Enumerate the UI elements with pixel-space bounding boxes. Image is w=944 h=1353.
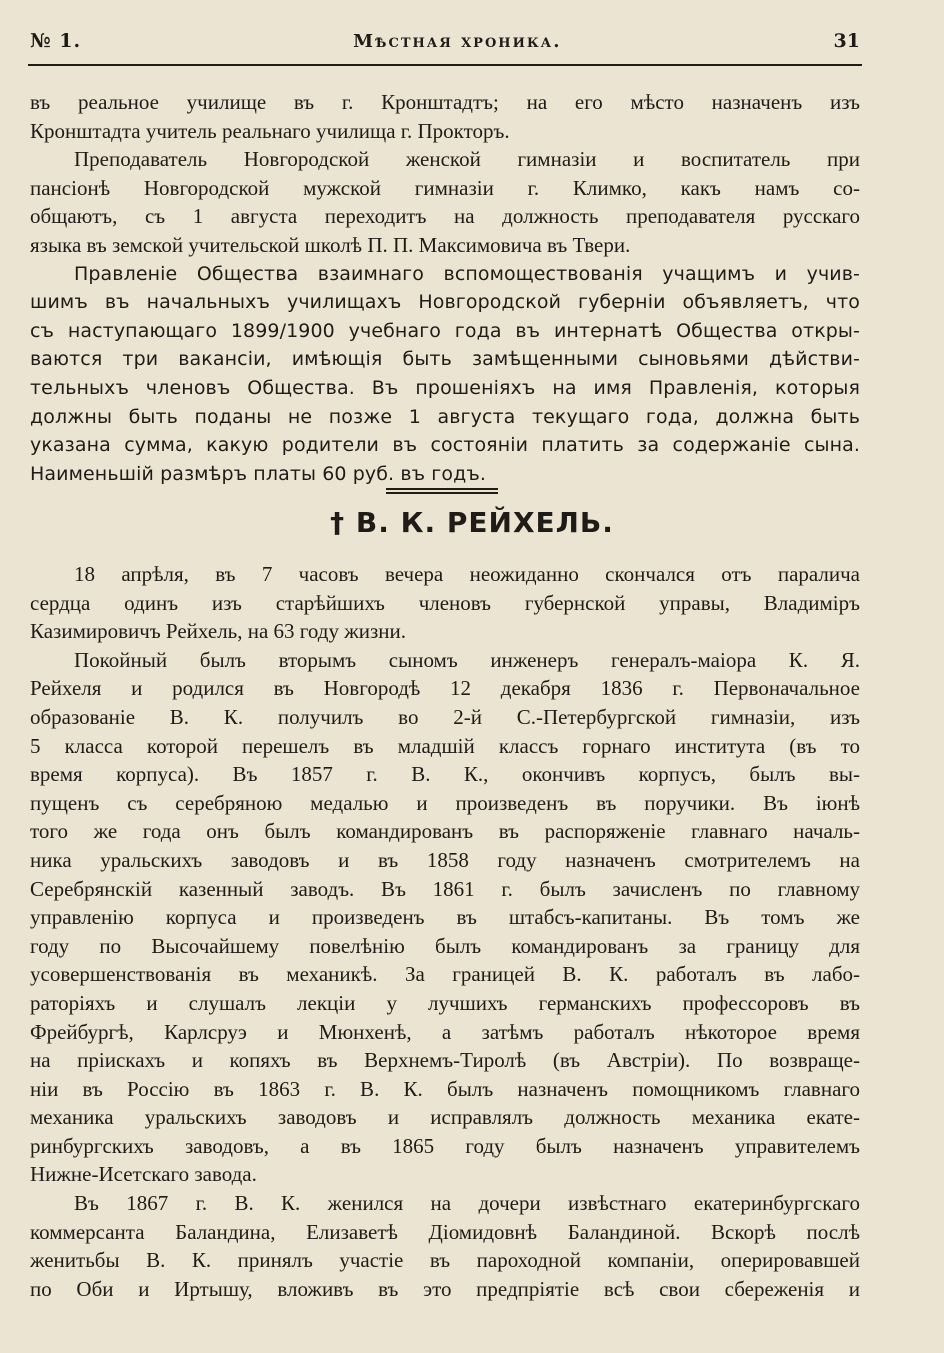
text-line: въ реальное училище въ г. Кронштадтъ; на его мѣсто назначенъ изъ: [30, 90, 860, 114]
text-line: коммерсанта Баландина, Елизаветѣ Діомидовнѣ Баландиной. Вскорѣ послѣ: [30, 1219, 860, 1244]
intro-section: [30, 88, 860, 488]
text-line: женитьбы В. К. принялъ участіе въ пароходной компаніи, оперировавшей: [30, 1248, 860, 1273]
text-line: году по Высочайшему повелѣнію былъ командированъ за границу для: [30, 933, 860, 958]
text-line: Кронштадта учитель реальнаго училища г. Прокторъ.: [30, 118, 510, 143]
section-divider: [386, 488, 498, 494]
text-line: Нижне-Исетскаго завода.: [30, 1162, 257, 1187]
obituary-section: [30, 560, 860, 1303]
text-line: шимъ въ начальныхъ училищахъ Новгородской губерніи объявляетъ, что: [30, 291, 860, 314]
page-header: [30, 30, 860, 60]
text-line: ринбургскихъ заводовъ, а въ 1865 году былъ назначенъ управителемъ: [30, 1133, 860, 1158]
text-line: Серебрянскій казенный заводъ. Въ 1861 г. былъ зачисленъ по главному: [30, 876, 860, 901]
text-line: должны быть поданы не позже 1 августа текущаго года, должна быть: [30, 405, 860, 428]
text-line: Правленіе Общества взаимнаго вспомоществованія учащимъ и учив-: [74, 262, 860, 285]
text-line: Казимировичъ Рейхель, на 63 году жизни.: [30, 619, 407, 644]
text-line: Наименьшій размѣръ платы 60 руб. въ годъ.: [30, 462, 487, 485]
text-line: раторіяхъ и слушалъ лекціи у лучшихъ германскихъ профессоровъ въ: [30, 990, 860, 1015]
page-number: 31: [833, 30, 860, 52]
text-line: по Оби и Иртышу, вложивъ въ это предпріятіе всѣ свои сбереженія и: [30, 1276, 860, 1301]
intro-paragraph-3: [30, 260, 860, 489]
issue-number: № 1.: [30, 30, 82, 52]
text-line: пущенъ съ серебряною медалью и произведенъ въ поручики. Въ іюнѣ: [30, 790, 860, 815]
text-line: указана сумма, какую родители въ состояніи платить за содержаніе сына.: [30, 434, 860, 457]
text-line: образованіе В. К. получилъ во 2-й С.-Петербургской гимназіи, изъ: [30, 704, 860, 729]
text-line: съ наступающаго 1899/1900 учебнаго года въ интернатѣ Общества откры-: [30, 319, 860, 342]
text-line: усовершенствованія въ механикѣ. За границей В. К. работалъ въ лабо-: [30, 962, 860, 987]
text-line: Покойный былъ вторымъ сыномъ инженеръ генералъ-маіора К. Я.: [74, 647, 860, 672]
intro-paragraph-1: [30, 88, 860, 145]
text-line: ника уральскихъ заводовъ и въ 1858 году назначенъ смотрителемъ на: [30, 847, 860, 872]
text-line: на пріискахъ и копяхъ въ Верхнемъ-Тиролѣ (въ Австріи). По возвраще-: [30, 1048, 860, 1073]
text-line: время корпуса). Въ 1857 г. В. К., окончивъ корпусъ, былъ вы-: [30, 762, 860, 787]
text-line: общаютъ, съ 1 августа переходитъ на должность преподавателя русскаго: [30, 204, 860, 229]
text-line: Въ 1867 г. В. К. женился на дочери извѣстнаго екатеринбургскаго: [74, 1191, 860, 1216]
text-line: управленію корпуса и произведенъ въ штабсъ-капитаны. Въ томъ же: [30, 905, 860, 930]
header-rule: [28, 64, 862, 66]
text-line: тельныхъ членовъ Общества. Въ прошеніяхъ на имя Правленія, которыя: [30, 376, 860, 399]
text-line: Рейхеля и родился въ Новгородѣ 12 декабря 1836 г. Первоначальное: [30, 676, 860, 701]
text-line: ніи въ Россію въ 1863 г. В. К. былъ назначенъ помощникомъ главнаго: [30, 1076, 860, 1101]
text-line: ваются три вакансіи, имѣющія быть замѣщенными сыновьями дѣйстви-: [30, 348, 860, 371]
running-title: Мѣстная хроника.: [353, 31, 562, 52]
text-line: Преподаватель Новгородской женской гимназіи и воспитатель при: [74, 147, 860, 172]
text-line: Фрейбургѣ, Карлсруэ и Мюнхенѣ, а затѣмъ работалъ нѣкоторое время: [30, 1019, 860, 1044]
text-line: 18 апрѣля, въ 7 часовъ вечера неожиданно скончался отъ паралича: [74, 562, 860, 586]
intro-paragraph-2: [30, 145, 860, 259]
obituary-paragraph-3: [30, 1189, 860, 1303]
obituary-paragraph-1: [30, 560, 860, 646]
text-line: сердца одинъ изъ старѣйшихъ членовъ губернской управы, Владиміръ: [30, 590, 860, 615]
text-line: механика уральскихъ заводовъ и исправлялъ должность механика екате-: [30, 1105, 860, 1130]
obituary-title: † В. К. РЕЙХЕЛЬ.: [330, 506, 614, 539]
text-line: языка въ земской учительской школѣ П. П. Максимовича въ Твери.: [30, 232, 631, 257]
text-line: 5 класса которой перешелъ въ младшій классъ горнаго института (въ то: [30, 733, 860, 758]
text-line: пансіонѣ Новгородской мужской гимназіи г. Климко, какъ намъ со-: [30, 175, 860, 200]
text-line: того же года онъ былъ командированъ въ распоряженіе главнаго началь-: [30, 819, 860, 844]
obituary-paragraph-2: [30, 646, 860, 1189]
